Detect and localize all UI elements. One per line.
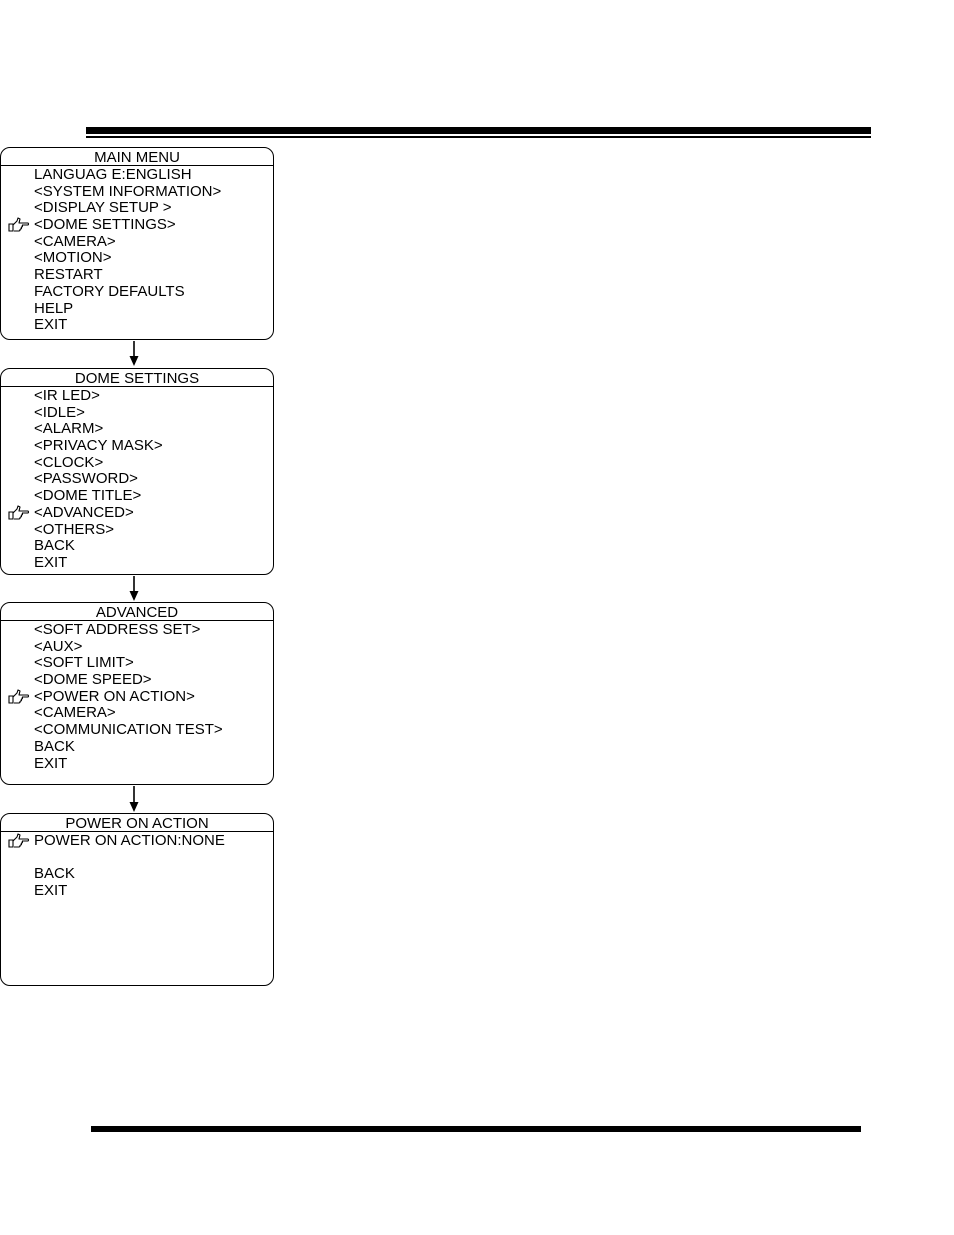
menu-item-label: <DOME SETTINGS> bbox=[34, 216, 176, 234]
menu-item-label: FACTORY DEFAULTS bbox=[34, 282, 185, 300]
menu-item-idle[interactable] bbox=[1, 404, 273, 421]
menu-item-label: LANGUAG E:ENGLISH bbox=[34, 166, 192, 183]
menu-item-languag-e-english[interactable] bbox=[1, 166, 273, 183]
menu-item-list bbox=[1, 832, 273, 899]
menu-item-label: RESTART bbox=[34, 266, 103, 284]
menu-item-label: BACK bbox=[34, 865, 75, 883]
menu-title: MAIN MENU bbox=[1, 148, 273, 166]
menu-box-main-menu bbox=[0, 147, 274, 340]
pointing-hand-icon bbox=[8, 217, 30, 232]
down-arrow-icon bbox=[127, 576, 141, 601]
menu-item-soft-address-set[interactable] bbox=[1, 621, 273, 638]
menu-item-aux[interactable] bbox=[1, 638, 273, 655]
menu-item-password[interactable] bbox=[1, 470, 273, 487]
down-arrow-icon bbox=[127, 786, 141, 812]
menu-item-clock[interactable] bbox=[1, 454, 273, 471]
menu-item-label: <POWER ON ACTION> bbox=[34, 687, 195, 705]
menu-title: DOME SETTINGS bbox=[1, 369, 273, 387]
menu-item-label: HELP bbox=[34, 299, 74, 317]
menu-item-motion[interactable] bbox=[1, 249, 273, 266]
menu-item-camera[interactable] bbox=[1, 704, 273, 721]
menu-item-label: <DOME SPEED> bbox=[34, 671, 152, 689]
menu-item-label: <AUX> bbox=[34, 637, 83, 655]
footer-rule bbox=[91, 1126, 861, 1132]
menu-item-back[interactable] bbox=[1, 738, 273, 755]
pointing-hand-icon bbox=[8, 505, 30, 520]
menu-item-dome-title[interactable] bbox=[1, 487, 273, 504]
menu-item-label: <SYSTEM INFORMATION> bbox=[34, 182, 222, 200]
menu-item-dome-speed[interactable] bbox=[1, 671, 273, 688]
header-rule-thin bbox=[86, 136, 871, 138]
menu-item-label: EXIT bbox=[34, 882, 68, 900]
menu-item-communication-test[interactable] bbox=[1, 721, 273, 738]
header-rule bbox=[86, 127, 871, 134]
menu-item-blank bbox=[1, 849, 273, 866]
menu-item-power-on-action-none[interactable] bbox=[1, 832, 273, 849]
menu-item-system-information[interactable] bbox=[1, 183, 273, 200]
menu-item-dome-settings[interactable] bbox=[1, 216, 273, 233]
menu-item-label: <COMMUNICATION TEST> bbox=[34, 721, 223, 739]
menu-item-label: <IDLE> bbox=[34, 403, 85, 421]
menu-item-label: <CLOCK> bbox=[34, 453, 104, 471]
menu-item-label: <DISPLAY SETUP > bbox=[34, 199, 172, 217]
menu-item-label: <CAMERA> bbox=[34, 232, 116, 250]
menu-item-label: <SOFT ADDRESS SET> bbox=[34, 621, 201, 638]
menu-box-dome-settings bbox=[0, 368, 274, 575]
menu-item-advanced[interactable] bbox=[1, 504, 273, 521]
menu-item-camera[interactable] bbox=[1, 233, 273, 250]
pointing-hand-icon bbox=[8, 689, 30, 704]
pointing-hand-icon bbox=[8, 833, 30, 848]
menu-item-label: BACK bbox=[34, 737, 75, 755]
menu-item-privacy-mask[interactable] bbox=[1, 437, 273, 454]
menu-box-advanced bbox=[0, 602, 274, 785]
menu-item-list bbox=[1, 387, 273, 571]
menu-item-label: <CAMERA> bbox=[34, 704, 116, 722]
menu-item-exit[interactable] bbox=[1, 755, 273, 772]
menu-item-list bbox=[1, 621, 273, 771]
menu-item-label: EXIT bbox=[34, 316, 68, 334]
menu-item-help[interactable] bbox=[1, 300, 273, 317]
down-arrow-icon bbox=[127, 341, 141, 366]
menu-box-power-on-action bbox=[0, 813, 274, 986]
menu-item-back[interactable] bbox=[1, 865, 273, 882]
menu-item-alarm[interactable] bbox=[1, 420, 273, 437]
menu-item-ir-led[interactable] bbox=[1, 387, 273, 404]
menu-item-label: EXIT bbox=[34, 553, 68, 571]
menu-item-label: <ADVANCED> bbox=[34, 503, 134, 521]
menu-item-back[interactable] bbox=[1, 537, 273, 554]
menu-item-label: <MOTION> bbox=[34, 249, 112, 267]
menu-item-factory-defaults[interactable] bbox=[1, 283, 273, 300]
menu-item-label: <ALARM> bbox=[34, 420, 104, 438]
menu-item-label: <SOFT LIMIT> bbox=[34, 654, 134, 672]
menu-item-soft-limit[interactable] bbox=[1, 654, 273, 671]
menu-item-exit[interactable] bbox=[1, 316, 273, 333]
menu-item-exit[interactable] bbox=[1, 554, 273, 571]
menu-item-label: <PRIVACY MASK> bbox=[34, 437, 163, 455]
menu-title: POWER ON ACTION bbox=[1, 814, 273, 832]
menu-item-display-setup[interactable] bbox=[1, 199, 273, 216]
menu-item-label: <OTHERS> bbox=[34, 520, 115, 538]
menu-item-label: EXIT bbox=[34, 754, 68, 772]
menu-item-list bbox=[1, 166, 273, 333]
menu-item-label: <DOME TITLE> bbox=[34, 487, 142, 505]
menu-item-exit[interactable] bbox=[1, 882, 273, 899]
menu-item-label: <PASSWORD> bbox=[34, 470, 138, 488]
menu-item-label: POWER ON ACTION:NONE bbox=[34, 832, 225, 849]
menu-item-label: <IR LED> bbox=[34, 387, 100, 404]
menu-item-restart[interactable] bbox=[1, 266, 273, 283]
menu-title: ADVANCED bbox=[1, 603, 273, 621]
menu-item-power-on-action[interactable] bbox=[1, 688, 273, 705]
menu-item-others[interactable] bbox=[1, 521, 273, 538]
menu-item-label: BACK bbox=[34, 537, 75, 555]
